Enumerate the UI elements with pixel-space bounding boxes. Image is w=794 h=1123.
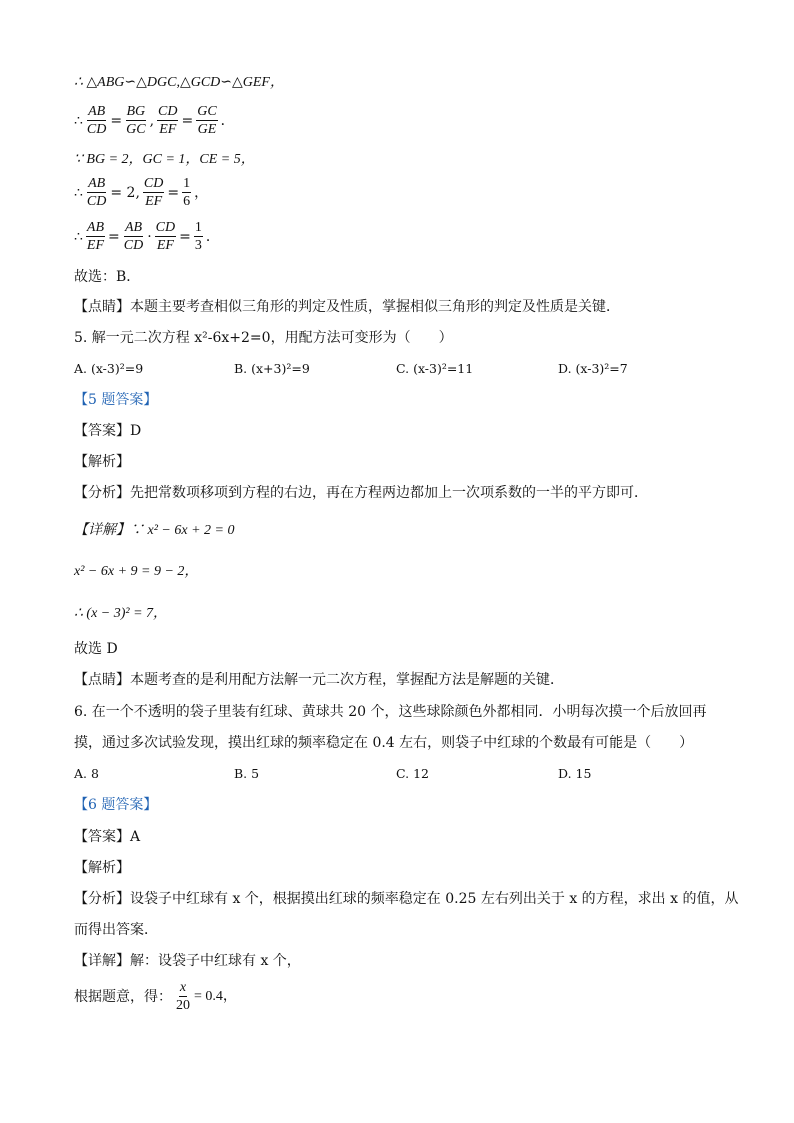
q5-step-1: x² − 6x + 9 = 9 − 2， (74, 564, 199, 579)
q5-step-2: ∴ (x − 3)² = 7， (74, 606, 168, 621)
q5-option-a: A. (x-3)²=9 (74, 361, 144, 376)
fraction-one-sixth: $\frac{1}{6}$ (183, 176, 191, 209)
q5-analysis: 【分析】先把常数项移项到方程的右边，再在方程两边都加上一次项系数的一半的平方即可． (74, 485, 648, 501)
q5-option-b: B. (x+3)²=9 (234, 361, 310, 376)
fraction-cd-ef-3: $\frac{CD}{EF}$ (155, 220, 176, 253)
q6-stem-line-2: 摸，通过多次试验发现，摸出红球的频率稳定在 0.4 左右，则袋子中红球的个数最有可能是（ ） (74, 735, 694, 751)
q5-answer-heading: 【5 题答案】 (74, 392, 158, 408)
q5-option-d: D. (x-3)²=7 (558, 361, 628, 376)
q6-equation-prefix: 根据题意，得： (74, 988, 172, 1005)
fraction-ab-cd-3: $\frac{AB}{CD}$ (123, 220, 144, 253)
q6-stem-line-1: 6. 在一个不透明的袋子里装有红球、黄球共 20 个，这些球除颜色外都相同．小明每次摸一个后放回再 (74, 704, 707, 720)
q5-analysis-label: 【解析】 (74, 454, 130, 470)
fraction-one-third: $\frac{1}{3}$ (194, 220, 202, 253)
q5-stem: 5. 解一元二次方程 x²-6x+2=0，用配方法可变形为（ ） (74, 330, 453, 346)
q6-equation (74, 980, 237, 1013)
q6-analysis-label: 【解析】 (74, 860, 130, 876)
fraction-cd-ef: $\frac{CD}{EF}$ (158, 104, 178, 137)
therefore-symbol: ∴ (74, 112, 83, 129)
q6-answer: 【答案】A (74, 829, 141, 845)
ratio-equation-3: ∴ $\frac{AB}{EF}$ = $\frac{AB}{CD}$ · $\frac{CD}{EF}$ = $\frac{1}{3}$ ． (74, 220, 220, 253)
q5-comment: 【点睛】本题考查的是利用配方法解一元二次方程，掌握配方法是解题的关键． (74, 672, 564, 688)
q6-option-a: A. 8 (74, 766, 99, 781)
q6-option-d: D. 15 (558, 766, 592, 781)
fraction-ab-cd-2: $\frac{AB}{CD}$ (86, 176, 107, 209)
q6-option-b: B. 5 (234, 766, 260, 781)
fraction-gc-ge: $\frac{GC}{GE}$ (197, 104, 217, 137)
q6-answer-heading: 【6 题答案】 (74, 797, 158, 813)
similar-triangles-statement: ∴ △ABG∽△DGC,△GCD∽△GEF， (74, 75, 284, 90)
fraction-cd-ef-2: $\frac{CD}{EF}$ (143, 176, 164, 209)
fraction-ab-cd: $\frac{AB}{CD}$ (86, 104, 107, 137)
q5-answer: 【答案】D (74, 423, 142, 439)
fraction-ab-ef: $\frac{AB}{EF}$ (86, 220, 105, 253)
ratio-equation-2: ∴ $\frac{AB}{CD}$ = 2, $\frac{CD}{EF}$ = $\frac{1}{6}$ ， (74, 176, 209, 209)
q6-option-c: C. 12 (396, 766, 429, 781)
given-lengths: ∵ BG = 2，GC = 1，CE = 5， (74, 152, 255, 167)
ratio-equation-1: ∴ $\frac{AB}{CD}$ = $\frac{BG}{GC}$ , $\frac{CD}{EF}$ = $\frac{GC}{GE}$ ． (74, 104, 235, 137)
q6-analysis-line-1: 【分析】设袋子中红球有 x 个，根据摸出红球的频率稳定在 0.25 左右列出关于 x 的方程，求出 x 的值，从 (74, 891, 739, 907)
fraction-bg-gc: $\frac{BG}{GC}$ (126, 104, 146, 137)
q5-detail: 【详解】∵ x² − 6x + 2 = 0 (74, 523, 235, 538)
q5-option-c: C. (x-3)²=11 (396, 361, 474, 376)
fraction-x-over-20: $\frac{x}{20}$ (176, 980, 190, 1013)
q6-analysis-line-2: 而得出答案． (74, 922, 158, 938)
previous-choice: 故选：B． (74, 269, 141, 285)
previous-comment: 【点睛】本题主要考查相似三角形的判定及性质，掌握相似三角形的判定及性质是关键． (74, 299, 620, 315)
q6-equation-suffix: = 0.4， (194, 988, 237, 1004)
q5-choice: 故选 D (74, 641, 118, 657)
q6-detail: 【详解】解：设袋子中红球有 x 个， (74, 953, 301, 969)
